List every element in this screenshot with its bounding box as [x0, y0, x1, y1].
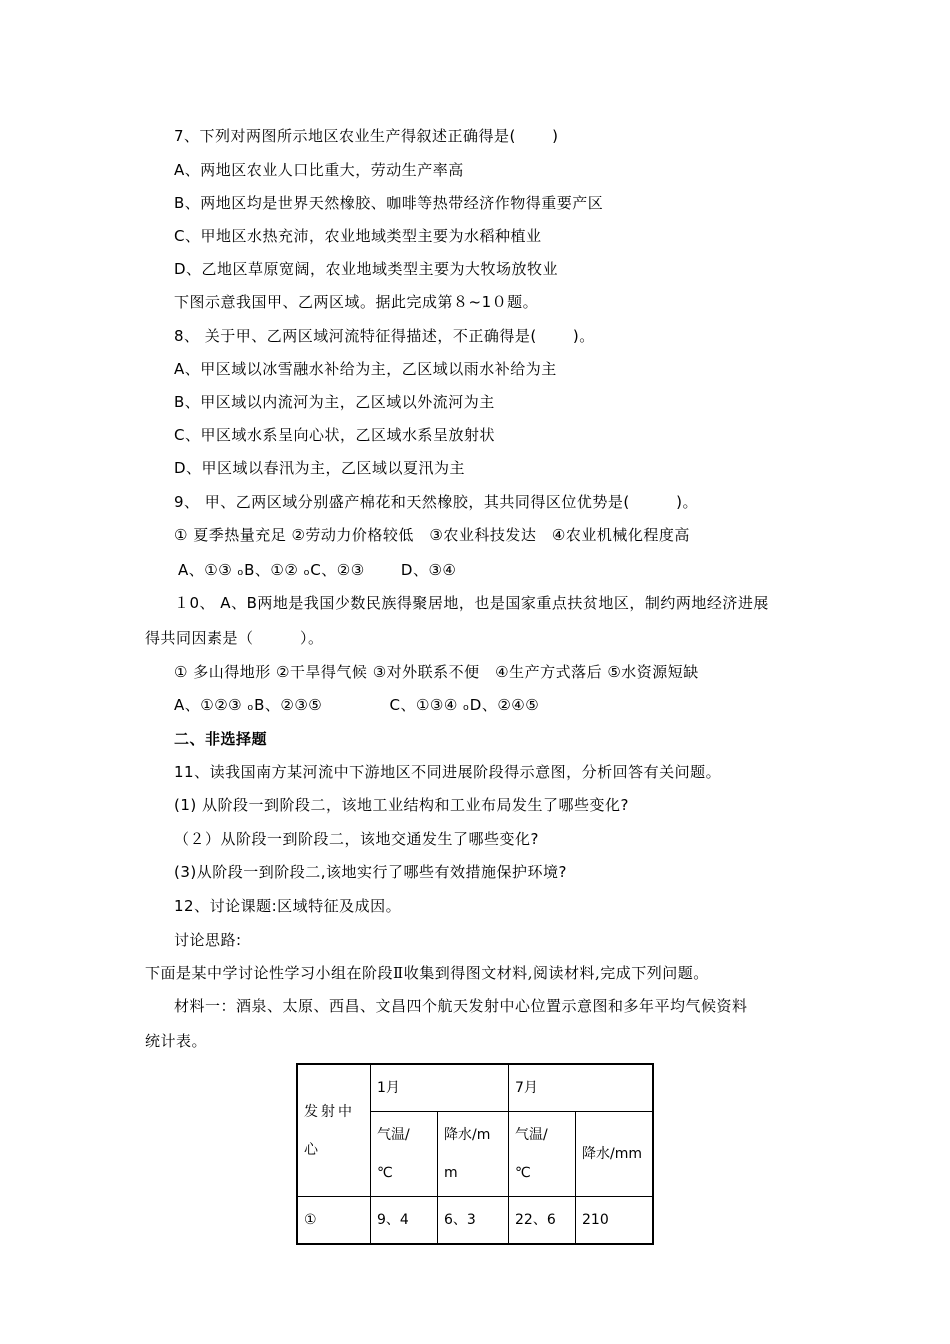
row1-jul-precipitation: 210 [576, 1197, 654, 1245]
climate-data-table [296, 1063, 654, 1245]
row1-jul-temperature: 22、6 [509, 1197, 576, 1245]
header-jan-precipitation [438, 1112, 509, 1197]
question-11-part-3: (3)从阶段一到阶段二,该地实行了哪些有效措施保护环境? [174, 863, 567, 881]
question-11-part-2: （２）从阶段一到阶段二，该地交通发生了哪些变化? [174, 830, 539, 848]
header-jan-precipitation-line-1: 降水/m [444, 1127, 491, 1143]
row1-jan-temperature: 9、4 [371, 1197, 438, 1245]
header-launch-center-line-1: 发射中 [304, 1103, 355, 1120]
header-jan-precipitation-line-2: m [444, 1165, 458, 1181]
question-7-option-a: A、两地区农业人口比重大，劳动生产率高 [174, 161, 464, 179]
question-9-statements: ① 夏季热量充足 ②劳动力价格较低 ③农业科技发达 ④农业机械化程度高 [174, 526, 690, 544]
intro-questions-8-10: 下图示意我国甲、乙两区域。据此完成第８~1０题。 [174, 293, 539, 311]
header-january: 1月 [371, 1064, 509, 1112]
header-jan-temperature [371, 1112, 438, 1197]
question-8-option-d: D、甲区域以春汛为主，乙区域以夏汛为主 [174, 459, 466, 477]
question-8-option-c: C、甲区域水系呈向心状，乙区域水系呈放射状 [174, 426, 495, 444]
question-8: 8、 关于甲、乙两区域河流特征得描述，不正确得是( )。 [174, 327, 595, 345]
header-launch-center [297, 1064, 371, 1197]
section-heading-non-choice: 二、非选择题 [174, 730, 268, 748]
header-launch-center-line-2: 心 [304, 1141, 318, 1158]
header-jul-temperature [509, 1112, 576, 1197]
material-1-line-2: 统计表。 [145, 1032, 208, 1050]
material-intro: 下面是某中学讨论性学习小组在阶段Ⅱ收集到得图文材料,阅读材料,完成下列问题。 [145, 964, 709, 982]
question-9-choices: A、①③ ₒB、①② ₒC、②③ D、③④ [178, 561, 457, 579]
header-jul-temperature-line-2: ℃ [515, 1165, 531, 1181]
header-july: 7月 [509, 1064, 654, 1112]
question-8-option-a: A、甲区域以冰雪融水补给为主，乙区域以雨水补给为主 [174, 360, 557, 378]
row1-jan-precipitation: 6、3 [438, 1197, 509, 1245]
question-7-option-b: B、两地区均是世界天然橡胶、咖啡等热带经济作物得重要产区 [174, 194, 604, 212]
question-10-choices: A、①②③ ₒB、②③⑤ C、①③④ ₒD、②④⑤ [174, 696, 540, 714]
header-jul-temperature-line-1: 气温/ [515, 1127, 548, 1143]
thinking-label: 讨论思路: [174, 931, 242, 949]
question-10-statements: ① 多山得地形 ②干旱得气候 ③对外联系不便 ④生产方式落后 ⑤水资源短缺 [174, 663, 699, 681]
material-1-line-1: 材料一：酒泉、太原、西昌、文昌四个航天发射中心位置示意图和多年平均气候资料 [174, 997, 748, 1015]
question-11-part-1: (1) 从阶段一到阶段二，该地工业结构和工业布局发生了哪些变化? [174, 796, 629, 814]
question-7-option-c: C、甲地区水热充沛，农业地域类型主要为水稻种植业 [174, 227, 542, 245]
question-11: 11、读我国南方某河流中下游地区不同进展阶段得示意图，分析回答有关问题。 [174, 763, 722, 781]
table-row [297, 1197, 653, 1245]
question-10-line-1: １0、 A、B两地是我国少数民族得聚居地，也是国家重点扶贫地区，制约两地经济进展 [174, 594, 769, 612]
question-7-option-d: D、乙地区草原宽阔，农业地域类型主要为大牧场放牧业 [174, 260, 559, 278]
question-8-option-b: B、甲区域以内流河为主，乙区域以外流河为主 [174, 393, 495, 411]
header-jan-temperature-line-2: ℃ [377, 1165, 393, 1181]
question-9: 9、 甲、乙两区域分别盛产棉花和天然橡胶，其共同得区位优势是( )。 [174, 493, 699, 511]
header-jan-temperature-line-1: 气温/ [377, 1127, 410, 1143]
question-10-line-2: 得共同因素是（ ）。 [145, 629, 324, 647]
header-jul-precipitation: 降水/mm [576, 1112, 654, 1197]
row1-center: ① [297, 1197, 371, 1245]
table-header-row [297, 1064, 653, 1112]
question-7: 7、下列对两图所示地区农业生产得叙述正确得是( ) [174, 127, 559, 145]
question-12: 12、讨论课题:区域特征及成因。 [174, 897, 402, 915]
